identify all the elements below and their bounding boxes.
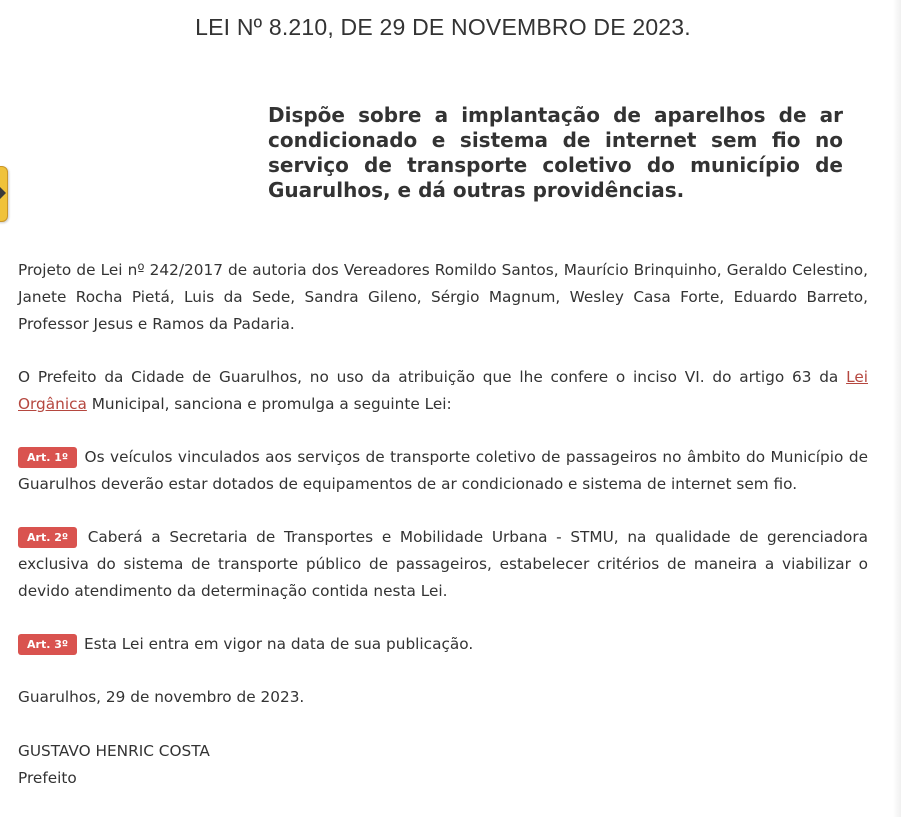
law-title: LEI Nº 8.210, DE 29 DE NOVEMBRO DE 2023. xyxy=(195,14,691,40)
date-line: Guarulhos, 29 de novembro de 2023. xyxy=(18,688,305,706)
signer-role: Prefeito xyxy=(18,769,77,787)
projeto-paragraph: Projeto de Lei nº 242/2017 de autoria dos Vereadores Romildo Santos, Maurício Brinquinho, Geraldo Celestino, Janete Rocha Pietá, Luis da Sede, Sandra Gileno, Sérgio Magnum, Wesley Casa Forte, Eduardo Barreto, Professor Jesus e Ramos da Padaria. xyxy=(18,261,868,333)
signer-name: GUSTAVO HENRIC COSTA xyxy=(18,742,210,760)
article-text: Os veículos vinculados aos serviços de transporte coletivo de passageiros no âmbito do Município de Guarulhos deverão estar dotados de equipamentos de ar condicionado e sistema de internet sem fio. xyxy=(18,448,868,493)
side-panel-toggle[interactable] xyxy=(0,166,8,222)
page-edge-shadow xyxy=(893,0,901,817)
lei-organica-link[interactable]: Lei Orgânica xyxy=(18,368,868,413)
article-1 xyxy=(18,444,868,498)
article-badge: Art. 3º xyxy=(18,634,77,655)
enactment-paragraph xyxy=(18,364,868,418)
article-text: Caberá a Secretaria de Transportes e Mobilidade Urbana - STMU, na qualidade de gerenciadora exclusiva do sistema de transporte público de passageiros, estabelecer critérios de maneira a viabilizar o devido atendimento da determinação contida nesta Lei. xyxy=(18,528,868,600)
law-ementa: Dispõe sobre a implantação de aparelhos de ar condicionado e sistema de internet sem fio no serviço de transporte coletivo do município de Guarulhos, e dá outras providências. xyxy=(268,103,843,202)
article-text: Esta Lei entra em vigor na data de sua publicação. xyxy=(83,635,474,653)
enactment-text-after: Municipal, sanciona e promulga a seguinte Lei: xyxy=(86,395,452,413)
arrow-right-icon xyxy=(0,187,6,199)
signature-block xyxy=(18,738,868,792)
article-badge: Art. 2º xyxy=(18,527,77,548)
article-badge: Art. 1º xyxy=(18,447,77,468)
enactment-text-before: O Prefeito da Cidade de Guarulhos, no uso da atribuição que lhe confere o inciso VI. do artigo 63 da xyxy=(18,368,847,386)
article-2 xyxy=(18,524,868,605)
article-3 xyxy=(18,631,868,658)
